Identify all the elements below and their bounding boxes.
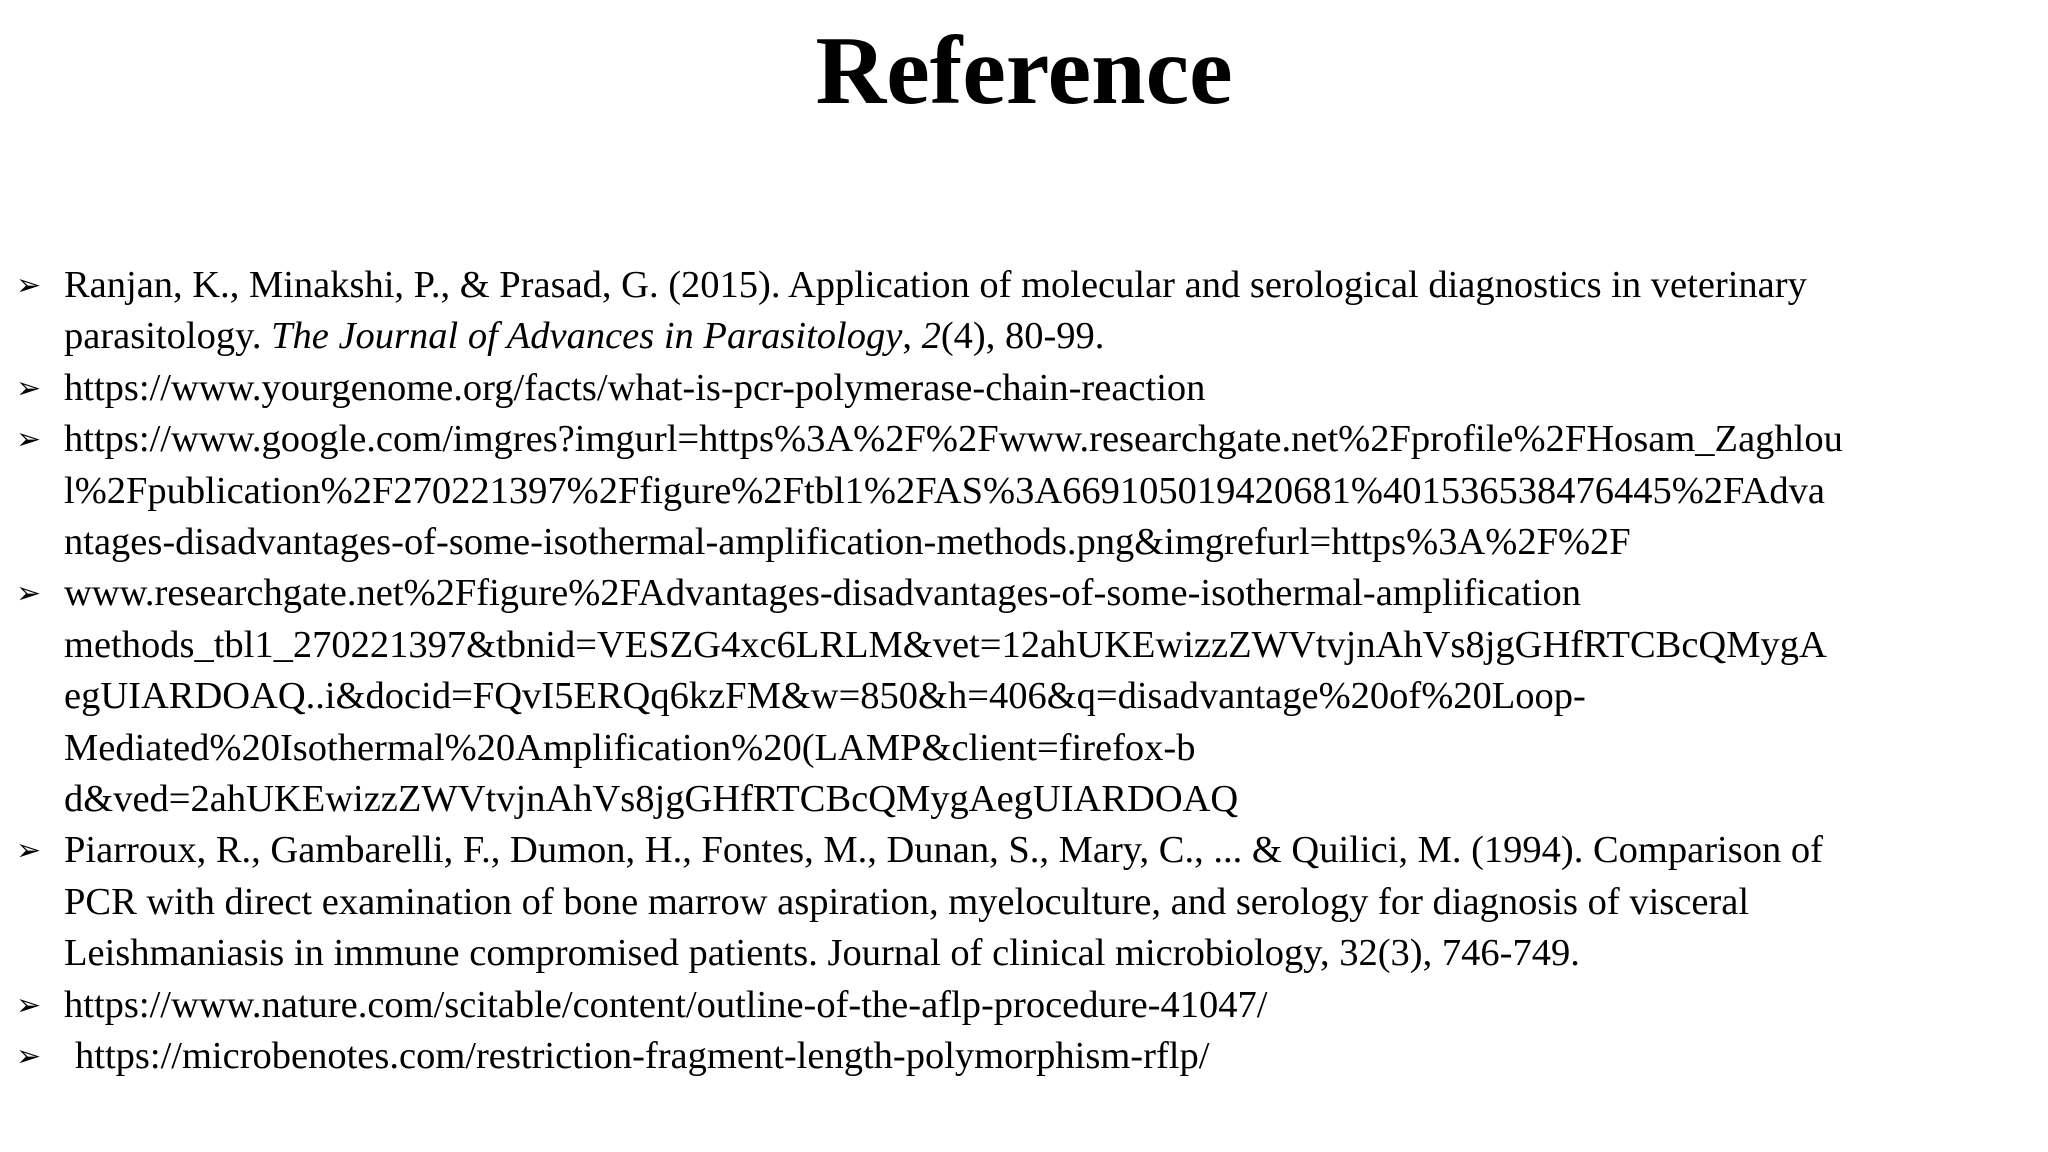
- reference-list: [16, 260, 2042, 1083]
- text-run: Piarroux, R., Gambarelli, F., Dumon, H., Fontes, M., Dunan, S., Mary, C., ... & Quilici, M. (1994). Comparison of: [64, 829, 1823, 872]
- italic-text-run: The Journal of Advances in Parasitology: [271, 315, 903, 358]
- arrow-bullet-icon: ➢: [16, 370, 42, 406]
- arrow-bullet-icon: ➢: [16, 576, 42, 612]
- text-run: l%2Fpublication%2F270221397%2Ffigure%2Ftbl1%2FAS%3A669105019420681%401536538476445%2FAdva: [64, 469, 1825, 512]
- text-run: Ranjan, K., Minakshi, P., & Prasad, G. (2015). Application of molecular and serological diagnostics in veterinary: [64, 264, 1807, 306]
- reference-line: [64, 980, 2042, 1031]
- slide-title: Reference: [815, 17, 1233, 125]
- reference-line: [64, 825, 2042, 876]
- text-run: parasitology.: [64, 315, 272, 358]
- text-run: https://www.yourgenome.org/facts/what-is-pcr-polymerase-chain-reaction: [64, 366, 1206, 409]
- text-run: methods_tbl1_270221397&tbnid=VESZG4xc6LRLM&vet=12ahUKEwizzZWVtvjnAhVs8jgGHfRTCBcQMygA: [64, 623, 1827, 666]
- text-run: Mediated%20Isothermal%20Amplification%20(LAMP&client=firefox-b: [64, 726, 1196, 769]
- text-run: https://www.google.com/imgres?imgurl=https%3A%2F%2Fwww.researchgate.net%2Fprofile%2FHosam_Zaghlou: [64, 418, 1843, 461]
- reference-item: [16, 363, 2042, 414]
- text-run: Leishmaniasis in immune compromised patients. Journal of clinical microbiology, 32(3), 746-749.: [64, 932, 1580, 975]
- text-run: egUIARDOAQ..i&docid=FQvI5ERQq6kzFM&w=850&h=406&q=disadvantage%20of%20Loop-: [64, 675, 1586, 718]
- reference-item: [16, 260, 2042, 363]
- italic-text-run: 2: [921, 315, 941, 358]
- reference-line: [64, 414, 2042, 465]
- text-run: www.researchgate.net%2Ffigure%2FAdvantages-disadvantages-of-some-isothermal-amplification: [64, 572, 1582, 615]
- text-run: PCR with direct examination of bone marrow aspiration, myeloculture, and serology for diagnosis of visceral: [64, 880, 1750, 923]
- text-run: https://microbenotes.com/restriction-fragment-length-polymorphism-rflp/: [75, 1035, 1210, 1078]
- reference-line: [64, 723, 2042, 774]
- text-run: ,: [902, 315, 922, 358]
- reference-line: [64, 363, 2042, 414]
- reference-line: [64, 568, 2042, 619]
- reference-item: [16, 1031, 2042, 1082]
- reference-line: [64, 517, 2042, 568]
- reference-item: [16, 414, 2042, 568]
- arrow-bullet-icon: ➢: [16, 833, 42, 869]
- reference-line: [64, 260, 2042, 311]
- reference-line: [64, 620, 2042, 671]
- arrow-bullet-icon: ➢: [16, 1039, 42, 1075]
- reference-item: [16, 825, 2042, 979]
- reference-line: [64, 671, 2042, 722]
- text-run: https://www.nature.com/scitable/content/outline-of-the-aflp-procedure-41047/: [64, 983, 1268, 1026]
- arrow-bullet-icon: ➢: [16, 987, 42, 1023]
- reference-item: [16, 980, 2042, 1031]
- text-run: ntages-disadvantages-of-some-isothermal-amplification-methods.png&imgrefurl=https%3A%2F%2F: [64, 521, 1631, 564]
- reference-line: [64, 928, 2042, 979]
- reference-line: [64, 877, 2042, 928]
- reference-line: [64, 466, 2042, 517]
- reference-line: [64, 774, 2042, 825]
- text-run: (4), 80-99.: [940, 315, 1105, 358]
- text-run: d&ved=2ahUKEwizzZWVtvjnAhVs8jgGHfRTCBcQMygAegUIARDOAQ: [64, 778, 1239, 821]
- reference-line: [64, 311, 2042, 362]
- reference-line: [64, 1031, 2042, 1082]
- arrow-bullet-icon: ➢: [16, 268, 42, 303]
- arrow-bullet-icon: ➢: [16, 422, 42, 458]
- reference-item: [16, 568, 2042, 825]
